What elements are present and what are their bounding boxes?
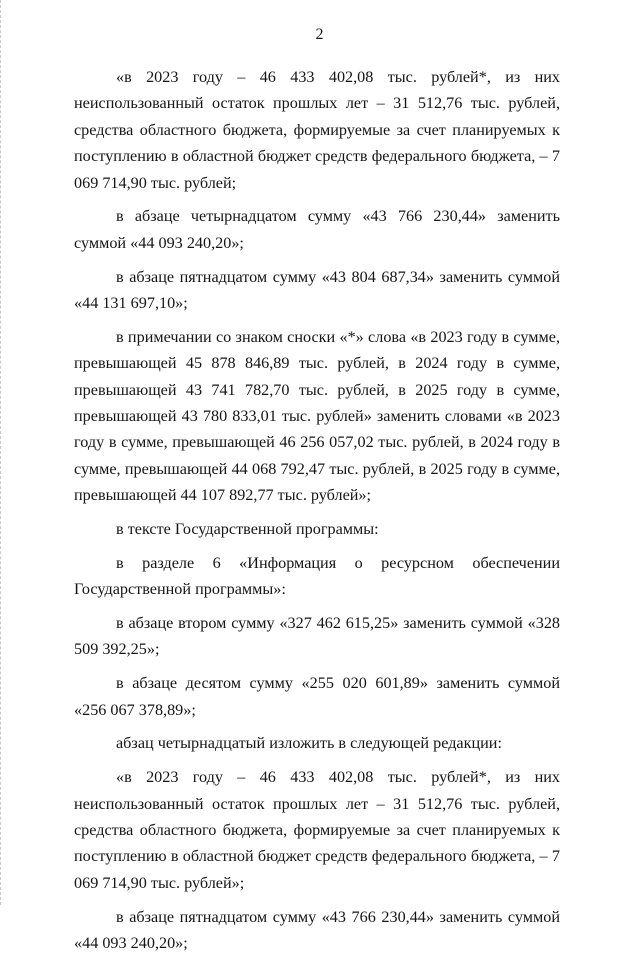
text-line: «в 2023 году – 46 433 402,08 тыс. рублей*, из них неиспользованный <box>74 768 560 813</box>
text-line: сумме, превышающей 46 256 057,02 тыс. рублей, в 2024 году в сумме, <box>74 433 561 478</box>
text-line: в абзаце пятнадцатом сумму «43 766 230,44» заменить суммой <box>116 907 560 926</box>
text-line: превышающей 43 780 833,01 тыс. рублей» заменить словами «в 2023 году в <box>74 407 560 452</box>
text-line: средств федерального бюджета, – 7 069 714,90 тыс. рублей; <box>74 147 560 192</box>
text-line: формируемые за счет планируемых к поступлению в областной бюджет <box>74 821 561 866</box>
text-line: превышающей 43 741 782,70 тыс. рублей, в 2025 году в сумме, <box>74 380 560 399</box>
text-line: остаток прошлых лет – 31 512,76 тыс. рублей, средства областного бюджета, <box>74 94 560 139</box>
text-line: «44 093 240,20»; <box>130 233 244 252</box>
text-line: в примечании со знаком сноски «*» слова «в 2023 году в сумме, <box>116 327 560 346</box>
text-line: превышающей 44 107 892,77 тыс. рублей»; <box>74 486 372 505</box>
document-body <box>74 64 560 957</box>
paragraph-6 <box>74 550 560 603</box>
paragraph-11 <box>74 904 560 957</box>
text-line: в абзаце пятнадцатом сумму «43 804 687,34» заменить суммой <box>116 267 560 286</box>
text-line: «44 131 697,10»; <box>74 294 188 313</box>
text-line: превышающей 45 878 846,89 тыс. рублей, в 2024 году в сумме, <box>74 354 560 373</box>
paragraph-9 <box>74 730 560 756</box>
paragraph-7 <box>74 610 560 663</box>
paragraph-4 <box>74 324 560 509</box>
paragraph-8 <box>74 670 560 723</box>
text-line: превышающей 44 068 792,47 тыс. рублей, в 2025 году в сумме, <box>124 459 560 478</box>
paragraph-2 <box>74 203 560 256</box>
text-line: «328 509 392,25»; <box>74 614 560 659</box>
text-line: в тексте Государственной программы: <box>116 520 379 539</box>
text-line: «256 067 378,89»; <box>74 700 196 719</box>
text-line: остаток прошлых лет – 31 512,76 тыс. рублей, средства областного бюджета, <box>74 794 560 840</box>
page-number: 2 <box>315 26 324 43</box>
text-line: в разделе 6 «Информация о ресурсном обеспечении Государственной <box>74 553 560 599</box>
text-line: средств федерального бюджета, – 7 069 714,90 тыс. рублей»; <box>74 847 560 892</box>
text-line: в абзаце втором сумму «327 462 615,25» заменить суммой <box>116 614 523 633</box>
text-line: формируемые за счет планируемых к поступлению в областной бюджет <box>74 120 561 166</box>
paragraph-10 <box>74 764 560 896</box>
text-line: программы»: <box>195 580 286 599</box>
scan-edge <box>0 0 3 905</box>
text-line: «44 093 240,20»; <box>74 934 188 953</box>
text-line: абзац четырнадцатый изложить в следующей редакции: <box>116 734 502 753</box>
paragraph-3 <box>74 264 560 317</box>
text-line: в абзаце десятом сумму «255 020 601,89» заменить суммой <box>116 674 560 693</box>
text-line: в абзаце четырнадцатом сумму «43 766 230,44» заменить суммой <box>74 207 560 252</box>
paragraph-5 <box>74 516 560 542</box>
paragraph-1 <box>74 64 560 196</box>
text-line: «в 2023 году – 46 433 402,08 тыс. рублей*, из них неиспользованный <box>74 68 560 113</box>
